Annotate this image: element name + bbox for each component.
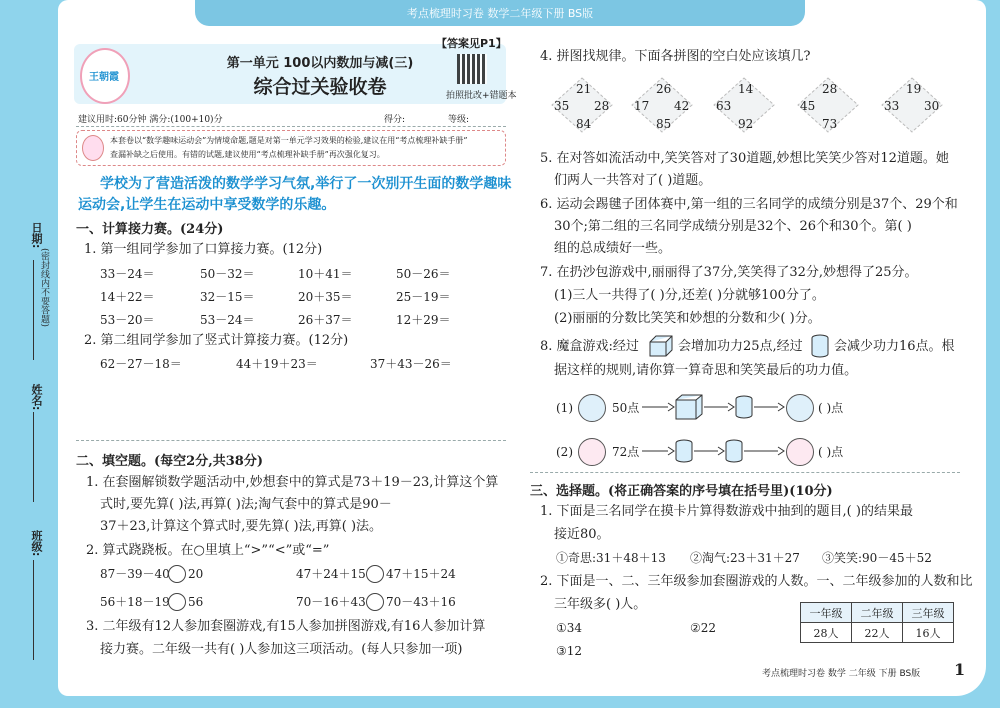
oral-calc-item: 53－20＝: [100, 313, 155, 327]
puzzle-number-l: 45: [800, 99, 816, 113]
logo-text: 王朝霞: [89, 72, 119, 83]
comparison-right: 70－43＋16: [386, 595, 456, 609]
time-score: 建议用时:60分钟 满分:(100+10)分: [78, 115, 223, 125]
puzzle-number-t: 26: [656, 82, 672, 96]
puzzle-number-l: 35: [554, 99, 570, 113]
class-line: [33, 560, 34, 660]
s3-q2-opt-3[interactable]: ③12: [556, 644, 583, 658]
s3-q1-line2: 接近80。: [554, 527, 610, 542]
puzzle-number-l: 17: [634, 99, 650, 113]
q8-row2-start: 72点: [612, 445, 640, 459]
note-line-1: 本套卷以“数学趣味运动会”为情境命题,题是对第一单元学习效果的检验,建议在用“考点梳理补缺手册”: [110, 136, 468, 145]
qr-caption: 拍照批改+错题本: [446, 91, 517, 101]
q8-row1-label: (1): [556, 401, 573, 415]
oral-calc-item: 33－24＝: [100, 267, 155, 281]
answer-ref: 【答案见P1】: [436, 37, 507, 50]
section-3-title: 三、选择题。(将正确答案的序号填在括号里)(10分): [530, 484, 833, 499]
class-label: 班级:: [30, 530, 43, 557]
xiaoxiao-result-avatar-icon: [786, 438, 814, 466]
oral-calc-item: 20＋35＝: [298, 290, 353, 304]
note-line-2: 查漏补缺之后使用。有错的试题,建议使用“考点梳理补缺手册”再次强化复习。: [110, 150, 385, 159]
vertical-calc-item: 62－27－18＝: [100, 357, 182, 371]
comparison-circle-blank[interactable]: [168, 565, 186, 583]
puzzle-number-t: 14: [738, 82, 754, 96]
oral-calc-item: 12＋29＝: [396, 313, 451, 327]
s1-q2: 2. 第二组同学参加了竖式计算接力赛。(12分): [84, 333, 349, 348]
oral-calc-item: 32－15＝: [200, 290, 255, 304]
comparison-circle-blank[interactable]: [366, 565, 384, 583]
s2-q5-line2: 们两人一共答对了( )道题。: [554, 173, 712, 188]
paper-title: 综合过关验收卷: [253, 76, 387, 98]
s3-q2-opt-2[interactable]: ②22: [690, 621, 717, 635]
table-cell: 16人: [903, 623, 954, 643]
series-banner-text: 考点梳理时习卷 数学二年级下册 BS版: [406, 7, 594, 20]
s2-q6-line2: 30个;第二组的三名同学成绩分别是32个、26个和30个。第( ): [554, 219, 912, 234]
oral-calc-item: 26＋37＝: [298, 313, 353, 327]
table-cell: 三年级: [903, 603, 954, 623]
header-divider: [76, 126, 506, 127]
puzzle-number-l: 33: [884, 99, 900, 113]
xiaoxiao-avatar-icon: [578, 438, 606, 466]
table-row: [801, 623, 954, 643]
s3-q2-opt-1[interactable]: ①34: [556, 621, 583, 635]
comparison-left: 56＋18－19: [100, 595, 170, 609]
grade-label: 等级:: [448, 115, 470, 125]
puzzle-number-r: 28: [594, 99, 610, 113]
s3-q1-line1: 1. 下面是三名同学在摸卡片算得数游戏中抽到的题目,( )的结果最: [540, 504, 913, 519]
name-line: [33, 412, 34, 502]
puzzle-number-t: 19: [906, 82, 922, 96]
vertical-calc-item: 37＋43－26＝: [370, 357, 452, 371]
cylinder-box-icon: [810, 333, 830, 359]
puzzle-piece: [796, 76, 860, 134]
oral-calc-item: 50－26＝: [396, 267, 451, 281]
s2-q5-line1: 5. 在对答如流活动中,笑笑答对了30道题,妙想比笑笑少答对12道题。她: [540, 151, 949, 166]
puzzle-piece: [880, 76, 944, 134]
s2-q7-line1: 7. 在扔沙包游戏中,丽丽得了37分,笑笑得了32分,妙想得了25分。: [540, 265, 918, 280]
unit-title: 第一单元 100以内数加与减(三): [226, 56, 414, 71]
puzzle-number-b: 73: [822, 117, 838, 131]
participants-table: [800, 602, 954, 643]
name-label: 姓名:: [30, 384, 43, 411]
binding-ring: [60, 202, 73, 215]
s2-q3-line2: 接力赛。二年级一共有( )人参加这三项活动。(每人只参加一项): [100, 642, 463, 657]
qisi-avatar-icon: [578, 394, 606, 422]
s2-q1-line1: 1. 在套圈解锁数学题活动中,妙想套中的算式是73＋19－23,计算这个算: [86, 475, 499, 490]
comparison-left: 70－16＋43: [296, 595, 366, 609]
oral-calc-item: 10＋41＝: [298, 267, 353, 281]
table-cell: 22人: [852, 623, 903, 643]
comparison-right: 47＋15＋24: [386, 567, 456, 581]
binding-ring: [60, 426, 73, 439]
date-label: 日期:: [30, 222, 43, 249]
qr-code[interactable]: [457, 54, 487, 84]
puzzle-number-b: 92: [738, 117, 754, 131]
binding-margin: [0, 0, 58, 708]
s2-q2: 2. 算式跷跷板。在○里填上“>”“<”或“=”: [86, 543, 330, 558]
oral-calc-item: 25－19＝: [396, 290, 451, 304]
s2-q8-part-b: 会增加功力25点,经过: [678, 339, 803, 354]
comparison-right: 20: [188, 567, 204, 581]
vertical-calc-item: 44＋19＋23＝: [236, 357, 318, 371]
s3-q2-line2: 三年级多( )人。: [554, 597, 647, 612]
puzzle-number-r: 42: [674, 99, 690, 113]
footer-text: 考点梳理时习卷 数学 二年级 下册 BS版: [762, 669, 921, 679]
binding-ring: [60, 498, 73, 511]
binding-ring: [60, 272, 73, 285]
cube-box-icon: [648, 334, 674, 358]
puzzle-number-b: 85: [656, 117, 672, 131]
date-line: [33, 260, 34, 360]
s2-q3-line1: 3. 二年级有12人参加套圈游戏,有15人参加拼图游戏,有16人参加计算: [86, 619, 486, 634]
s2-q8-part-c: 会减少功力16点。根: [834, 339, 955, 354]
table-header-row: [801, 603, 954, 623]
table-cell: 28人: [801, 623, 852, 643]
table-cell: 二年级: [852, 603, 903, 623]
page-number: 1: [954, 660, 966, 679]
binding-ring: [60, 566, 73, 579]
puzzle-number-b: 84: [576, 117, 592, 131]
table-cell: 一年级: [801, 603, 852, 623]
s2-q1-line3: 37＋23,计算这个算式时,要先算( )法,再算( )法。: [100, 519, 383, 534]
s2-q6-line3: 组的总成绩好一些。: [554, 241, 672, 256]
comparison-left: 87－39－40: [100, 567, 170, 581]
puzzle-piece: [550, 76, 614, 134]
s2-q7-line3: (2)丽丽的分数比笑笑和妙想的分数和少( )分。: [554, 311, 821, 326]
s3-q2-line1: 2. 下面是一、二、三年级参加套圈游戏的人数。一、二年级参加的人数和比: [540, 574, 973, 589]
q8-row2-end: ( )点: [818, 445, 844, 459]
intro-line-2: 运动会,让学生在运动中享受数学的乐趣。: [78, 197, 336, 213]
comparison-left: 47＋24＋15: [296, 567, 366, 581]
score-label: 得分:: [384, 115, 406, 125]
seal-note: (密封线内不要答题): [39, 248, 49, 328]
puzzle-number-l: 63: [716, 99, 732, 113]
s2-q1-line2: 式时,要先算( )法,再算( )法;淘气套中的算式是90－: [100, 497, 392, 512]
section-divider: [76, 440, 506, 441]
comparison-circle-blank[interactable]: [366, 593, 384, 611]
s2-q7-line2: (1)三人一共得了( )分,还差( )分就够100分了。: [554, 288, 825, 303]
s3-q1-opt-3[interactable]: ③笑笑:90－45＋52: [822, 551, 932, 565]
s2-q8-line2: 据这样的规则,请你算一算奇思和笑笑最后的功力值。: [554, 363, 858, 378]
oral-calc-item: 50－32＝: [200, 267, 255, 281]
q8-row1-start: 50点: [612, 401, 640, 415]
qisi-result-avatar-icon: [786, 394, 814, 422]
s2-q8-part-a: 8. 魔盒游戏:经过: [540, 339, 639, 354]
puzzle-number-r: 30: [924, 99, 940, 113]
s2-q6-line1: 6. 运动会踢毽子团体赛中,第一组的三名同学的成绩分别是37个、29个和: [540, 197, 958, 212]
s2-q4: 4. 拼图找规律。下面各拼图的空白处应该填几?: [540, 49, 811, 64]
section-1-title: 一、计算接力赛。(24分): [76, 222, 224, 237]
puzzle-number-t: 21: [576, 82, 592, 96]
q8-row1-end: ( )点: [818, 401, 844, 415]
teacher-avatar-icon: [82, 135, 104, 161]
binding-ring: [60, 350, 73, 363]
puzzle-number-t: 28: [822, 82, 838, 96]
section-2-title: 二、填空题。(每空2分,共38分): [76, 454, 263, 469]
s1-q1: 1. 第一组同学参加了口算接力赛。(12分): [84, 242, 323, 257]
section-divider: [530, 472, 960, 473]
s3-q1-opt-2[interactable]: ②淘气:23＋31＋27: [690, 551, 800, 565]
oral-calc-item: 53－24＝: [200, 313, 255, 327]
comparison-right: 56: [188, 595, 204, 609]
oral-calc-item: 14＋22＝: [100, 290, 155, 304]
binding-ring: [60, 636, 73, 649]
q8-row2-label: (2): [556, 445, 573, 459]
puzzle-piece: [712, 76, 776, 134]
binding-ring: [60, 64, 73, 77]
comparison-circle-blank[interactable]: [168, 593, 186, 611]
puzzle-piece: [630, 76, 694, 134]
s3-q1-opt-1[interactable]: ①奇思:31＋48＋13: [556, 551, 666, 565]
intro-line-1: 学校为了营造活泼的数学学习气氛,举行了一次别开生面的数学趣味: [100, 176, 512, 192]
